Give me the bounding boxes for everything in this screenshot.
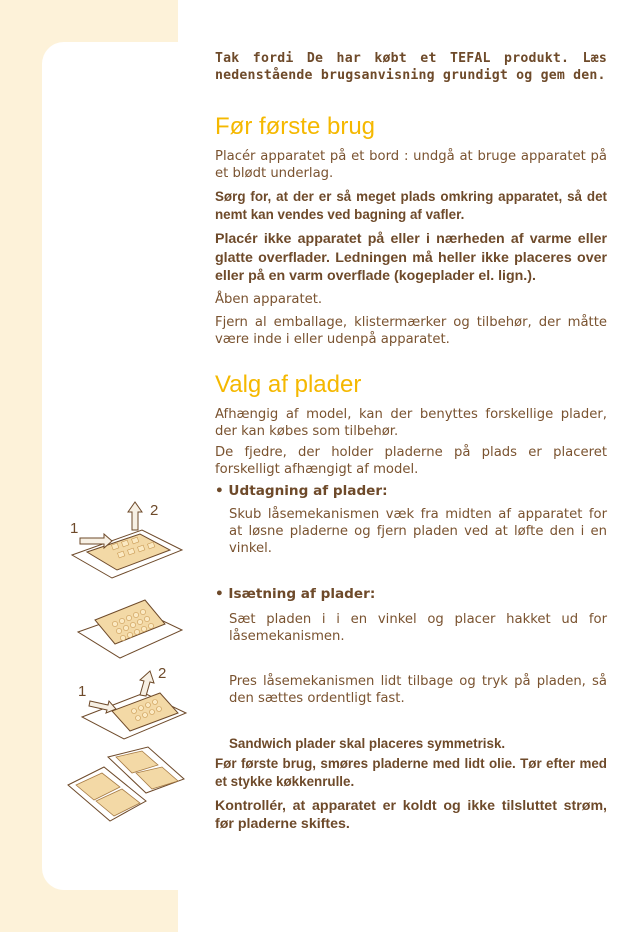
paragraph: Sørg for, at der er så meget plads omkring apparatet, så det nemt kan vendes ved bagning af vafler.: [215, 189, 607, 222]
section-heading-plates: Valg af plader: [215, 370, 362, 398]
section-heading-first-use: Før første brug: [215, 113, 376, 140]
bullet-heading: • Isætning af plader:: [215, 585, 376, 602]
step-number: 1: [70, 520, 79, 537]
plate-tilt-drawing: [70, 592, 190, 667]
paragraph: De fjedre, der holder pladerne på plads er placeret forskelligt afhængigt af model.: [215, 444, 607, 477]
plate-removal-illustration: [62, 500, 192, 585]
bullet-heading: • Udtagning af plader:: [215, 482, 388, 499]
step-number: 2: [150, 502, 159, 519]
paragraph: Afhængig af model, kan der benyttes forskellige plader, der kan købes som tilbehør.: [215, 406, 607, 439]
sandwich-plates-drawing: [64, 745, 189, 830]
plate-removal-drawing: [62, 500, 192, 585]
intro-text: Tak fordi De har købt et TEFAL produkt. Læs nedenstående brugsanvisning grundigt og gem den.: [215, 51, 607, 83]
bullet-label: Isætning af plader:: [228, 585, 376, 602]
step-number: 2: [158, 665, 167, 682]
manual-text-column: [215, 50, 607, 834]
paragraph: Placér apparatet på et bord : undgå at bruge apparatet på et blødt underlag.: [215, 149, 607, 181]
paragraph: Sæt pladen i i en vinkel og placer hakket ud for låsemekanismen.: [229, 611, 607, 644]
sandwich-plates-illustration: [64, 745, 189, 830]
paragraph: Pres låsemekanismen lidt tilbage og tryk på pladen, så den sættes ordentligt fast.: [229, 673, 607, 706]
plate-tilt-illustration: [70, 592, 190, 667]
plate-insert-illustration: [72, 665, 192, 745]
paragraph: Før første brug, smøres pladerne med lidt olie. Tør efter med et stykke køkkenrulle.: [215, 755, 607, 789]
step-number: 1: [78, 683, 87, 700]
paragraph: Kontrollér, at apparatet er koldt og ikke tilsluttet strøm, før pladerne skiftes.: [215, 797, 607, 832]
paragraph: Sandwich plader skal placeres symmetrisk.: [229, 735, 506, 751]
paragraph: Placér ikke apparatet på eller i nærheden af varme eller glatte overflader. Ledningen må heller ikke placeres over eller på en varm overflade (kogeplader el. lign.).: [215, 231, 607, 284]
paragraph: Åben apparatet.: [215, 291, 323, 307]
paragraph: Fjern al emballage, klistermærker og tilbehør, der måtte være inde i eller udenpå apparatet.: [215, 314, 607, 347]
bullet-label: Udtagning af plader:: [228, 482, 388, 499]
plate-insert-drawing: [72, 665, 192, 745]
paragraph: Skub låsemekanismen væk fra midten af apparatet for at løsne pladerne og fjern pladen ved at løfte den i en vinkel.: [229, 506, 607, 556]
